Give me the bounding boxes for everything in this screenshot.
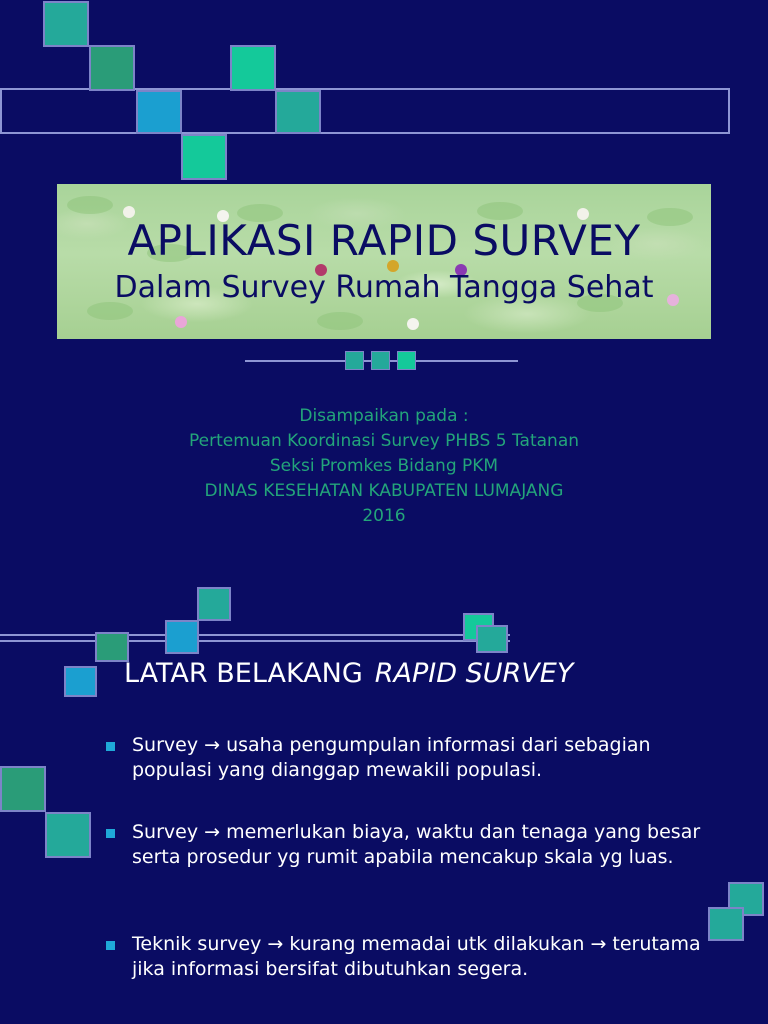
presenter-line: 2016 xyxy=(362,506,406,526)
presenter-info xyxy=(0,404,768,529)
page-subtitle: Dalam Survey Rumah Tangga Sehat xyxy=(114,270,654,305)
deco-square xyxy=(230,45,276,91)
deco-square xyxy=(181,134,227,180)
deco-square xyxy=(197,587,231,621)
title-banner xyxy=(57,184,711,339)
bullet-text: Teknik survey → kurang memadai utk dilakukan → terutama jika informasi bersifat dibutuhkan segera. xyxy=(132,933,701,980)
bullet-text: Survey → usaha pengumpulan informasi dari sebagian populasi yang dianggap mewakili populasi. xyxy=(132,734,651,781)
deco-square xyxy=(0,766,46,812)
deco-square xyxy=(275,90,321,134)
deco-square xyxy=(345,351,364,370)
deco-square xyxy=(64,666,97,697)
bullet-text: Survey → memerlukan biaya, waktu dan tenaga yang besar serta prosedur yg rumit apabila mencakup skala yg luas. xyxy=(132,821,701,868)
bullet-marker xyxy=(106,941,115,950)
deco-square xyxy=(43,1,89,47)
deco-square xyxy=(45,812,91,858)
deco-square xyxy=(136,90,182,134)
deco-square xyxy=(165,620,199,654)
deco-square xyxy=(476,625,508,653)
bullet-marker xyxy=(106,829,115,838)
divider-line xyxy=(0,640,510,642)
deco-square xyxy=(89,45,135,91)
section-title-text: LATAR BELAKANG xyxy=(124,658,363,689)
deco-square xyxy=(397,351,416,370)
presenter-line: Disampaikan pada : xyxy=(299,406,469,426)
header-frame xyxy=(0,88,730,134)
page-title: APLIKASI RAPID SURVEY xyxy=(127,216,641,265)
section-title xyxy=(124,658,573,689)
presenter-line: DINAS KESEHATAN KABUPATEN LUMAJANG xyxy=(204,481,564,501)
section-title-emphasis: RAPID SURVEY xyxy=(374,658,574,689)
deco-square xyxy=(371,351,390,370)
divider-line xyxy=(0,634,510,636)
bullet-marker xyxy=(106,742,115,751)
presenter-line: Pertemuan Koordinasi Survey PHBS 5 Tatanan xyxy=(188,431,580,451)
presenter-line: Seksi Promkes Bidang PKM xyxy=(269,456,499,476)
